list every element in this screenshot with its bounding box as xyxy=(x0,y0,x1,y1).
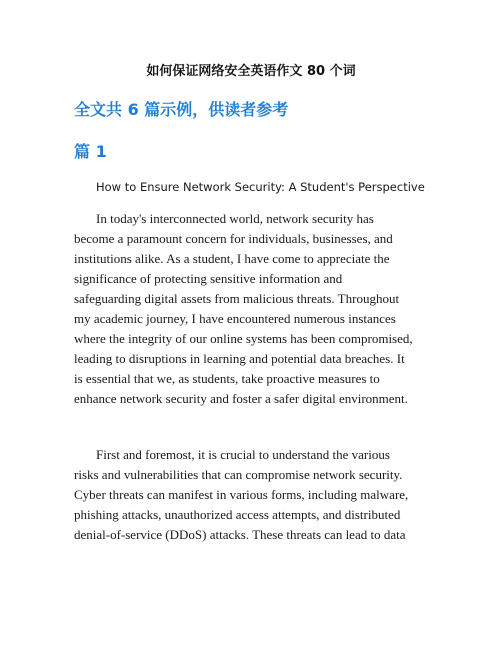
paragraph-line: is essential that we, as students, take proactive measures to xyxy=(74,371,380,386)
paragraph-line: institutions alike. As a student, I have come to appreciate the xyxy=(74,251,390,266)
section-heading: 篇 1 xyxy=(74,142,107,161)
paragraph-line: enhance network security and foster a safer digital environment. xyxy=(74,391,408,406)
paragraph-line: phishing attacks, unauthorized access attempts, and distributed xyxy=(74,507,401,522)
paragraph-line: my academic journey, I have encountered numerous instances xyxy=(74,311,396,326)
paragraph-line: become a paramount concern for individuals, businesses, and xyxy=(74,231,393,246)
paragraph-line: First and foremost, it is crucial to understand the various xyxy=(96,447,390,462)
paragraph-line: Cyber threats can manifest in various forms, including malware, xyxy=(74,487,409,502)
paragraph-line: risks and vulnerabilities that can compromise network security. xyxy=(74,467,403,482)
document-title: 如何保证网络安全英语作文 80 个词 xyxy=(146,64,356,79)
essay-title: How to Ensure Network Security: A Student's Perspective xyxy=(96,180,425,194)
paragraph-line: In today's interconnected world, network security has xyxy=(96,211,374,226)
paragraph-line: safeguarding digital assets from malicious threats. Throughout xyxy=(74,291,400,306)
paragraph-line: where the integrity of our online systems has been compromised, xyxy=(74,331,413,346)
paragraph-2 xyxy=(74,445,439,545)
paragraph-1 xyxy=(74,209,439,409)
document-subtitle: 全文共 6 篇示例，供读者参考 xyxy=(74,100,289,119)
paragraph-line: significance of protecting sensitive information and xyxy=(74,271,343,286)
paragraph-line: leading to disruptions in learning and potential data breaches. It xyxy=(74,351,405,366)
paragraph-line: denial-of-service (DDoS) attacks. These threats can lead to data xyxy=(74,527,406,542)
